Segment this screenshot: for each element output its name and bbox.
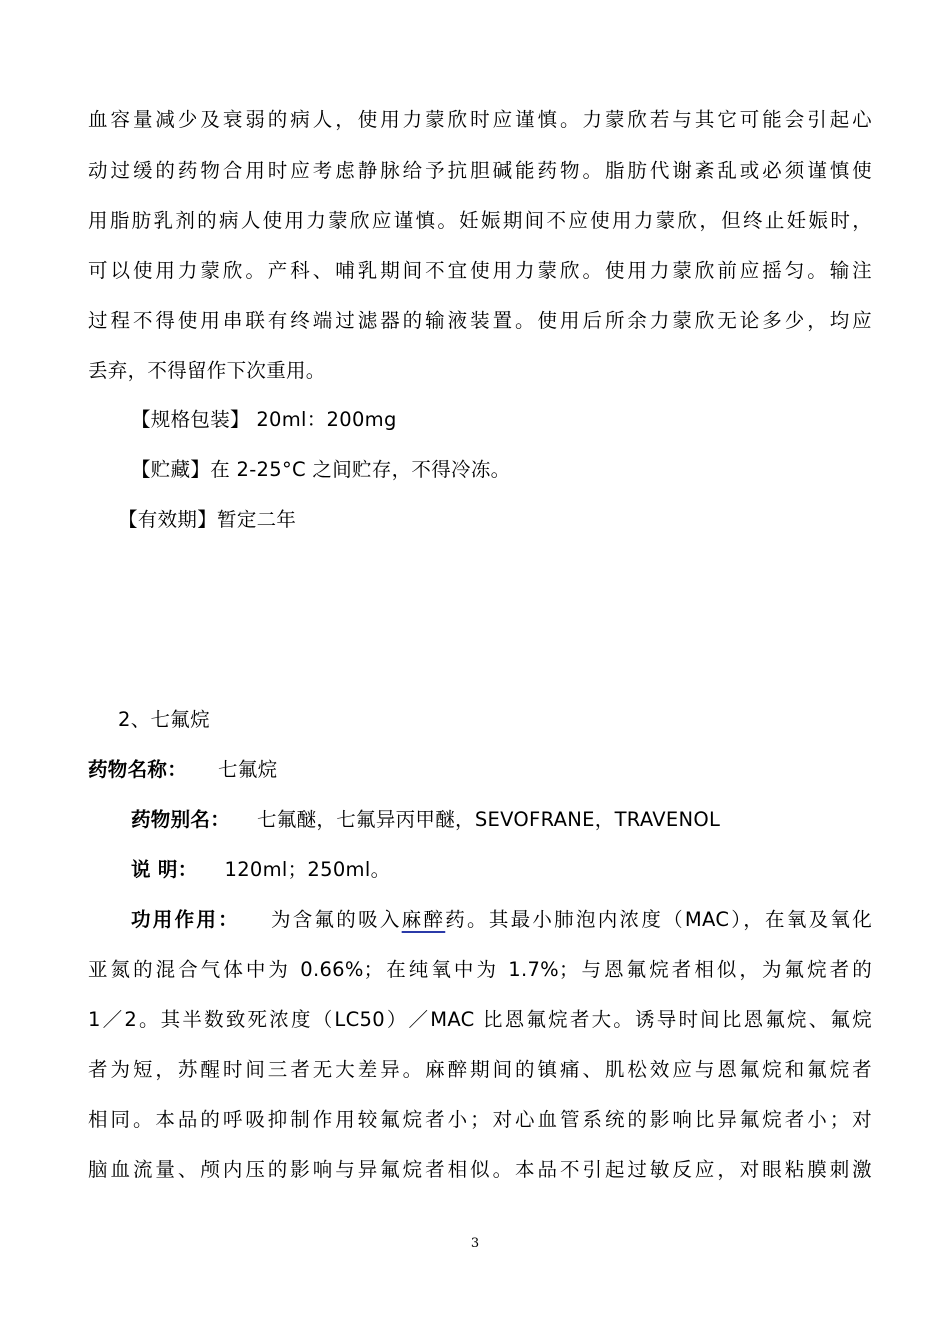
validity-label: 【有效期】 (118, 508, 218, 531)
function-text: 为含氟的吸入 (270, 908, 402, 931)
drug-name-value: 七氟烷 (218, 758, 278, 781)
drug-name-label: 药物名称： (88, 758, 188, 781)
spec-label: 【规格包装】 (131, 408, 250, 431)
drug-alias-value: 七氟醚，七氟异丙甲醚，SEVOFRANE，TRAVENOL (257, 808, 721, 831)
description-row (131, 858, 390, 882)
paragraph-line: 丢弃，不得留作下次重用。 (88, 359, 326, 382)
storage-row (131, 458, 510, 482)
function-row (131, 908, 872, 932)
description-label: 说 明： (131, 858, 198, 881)
spec-row (131, 408, 397, 432)
function-text: 药。其最小肺泡内浓度（MAC），在氧及氧化 (445, 908, 872, 931)
storage-label: 【贮藏】 (131, 458, 211, 481)
section-heading: 2、七氟烷 (118, 708, 210, 731)
validity-value: 暂定二年 (217, 508, 297, 531)
paragraph-line: 用脂肪乳剂的病人使用力蒙欣应谨慎。妊娠期间不应使用力蒙欣，但终止妊娠时， (88, 209, 872, 232)
validity-row (118, 508, 296, 532)
paragraph-line: 过程不得使用串联有终端过滤器的输液装置。使用后所余力蒙欣无论多少，均应 (88, 309, 872, 332)
spec-value: 20ml：200mg (256, 408, 397, 431)
paragraph-line: 1／2。其半数致死浓度（LC50）／MAC 比恩氟烷者大。诱导时间比恩氟烷、氟烷 (88, 1008, 872, 1031)
drug-name-row (88, 758, 277, 782)
anesthesia-link[interactable]: 麻醉 (401, 908, 446, 931)
description-value: 120ml；250ml。 (224, 858, 391, 881)
paragraph-line: 动过缓的药物合用时应考虑静脉给予抗胆碱能药物。脂肪代谢紊乱或必须谨慎使 (88, 159, 872, 182)
function-label: 功用作用： (131, 908, 240, 931)
storage-value: 在 2-25°C 之间贮存，不得冷冻。 (210, 458, 511, 481)
paragraph-line: 脑血流量、颅内压的影响与异氟烷者相似。本品不引起过敏反应，对眼粘膜刺激 (88, 1158, 872, 1181)
page-number: 3 (470, 1236, 480, 1251)
drug-alias-label: 药物别名： (131, 808, 231, 831)
paragraph-line: 血容量减少及衰弱的病人，使用力蒙欣时应谨慎。力蒙欣若与其它可能会引起心 (88, 108, 872, 131)
paragraph-line: 可以使用力蒙欣。产科、哺乳期间不宜使用力蒙欣。使用力蒙欣前应摇匀。输注 (88, 259, 872, 282)
paragraph-line: 亚氮的混合气体中为 0.66%；在纯氧中为 1.7%；与恩氟烷者相似，为氟烷者的 (88, 958, 872, 981)
drug-alias-row (131, 808, 720, 832)
paragraph-line: 相同。本品的呼吸抑制作用较氟烷者小；对心血管系统的影响比异氟烷者小；对 (88, 1108, 872, 1131)
paragraph-line: 者为短，苏醒时间三者无大差异。麻醉期间的镇痛、肌松效应与恩氟烷和氟烷者 (88, 1058, 872, 1081)
